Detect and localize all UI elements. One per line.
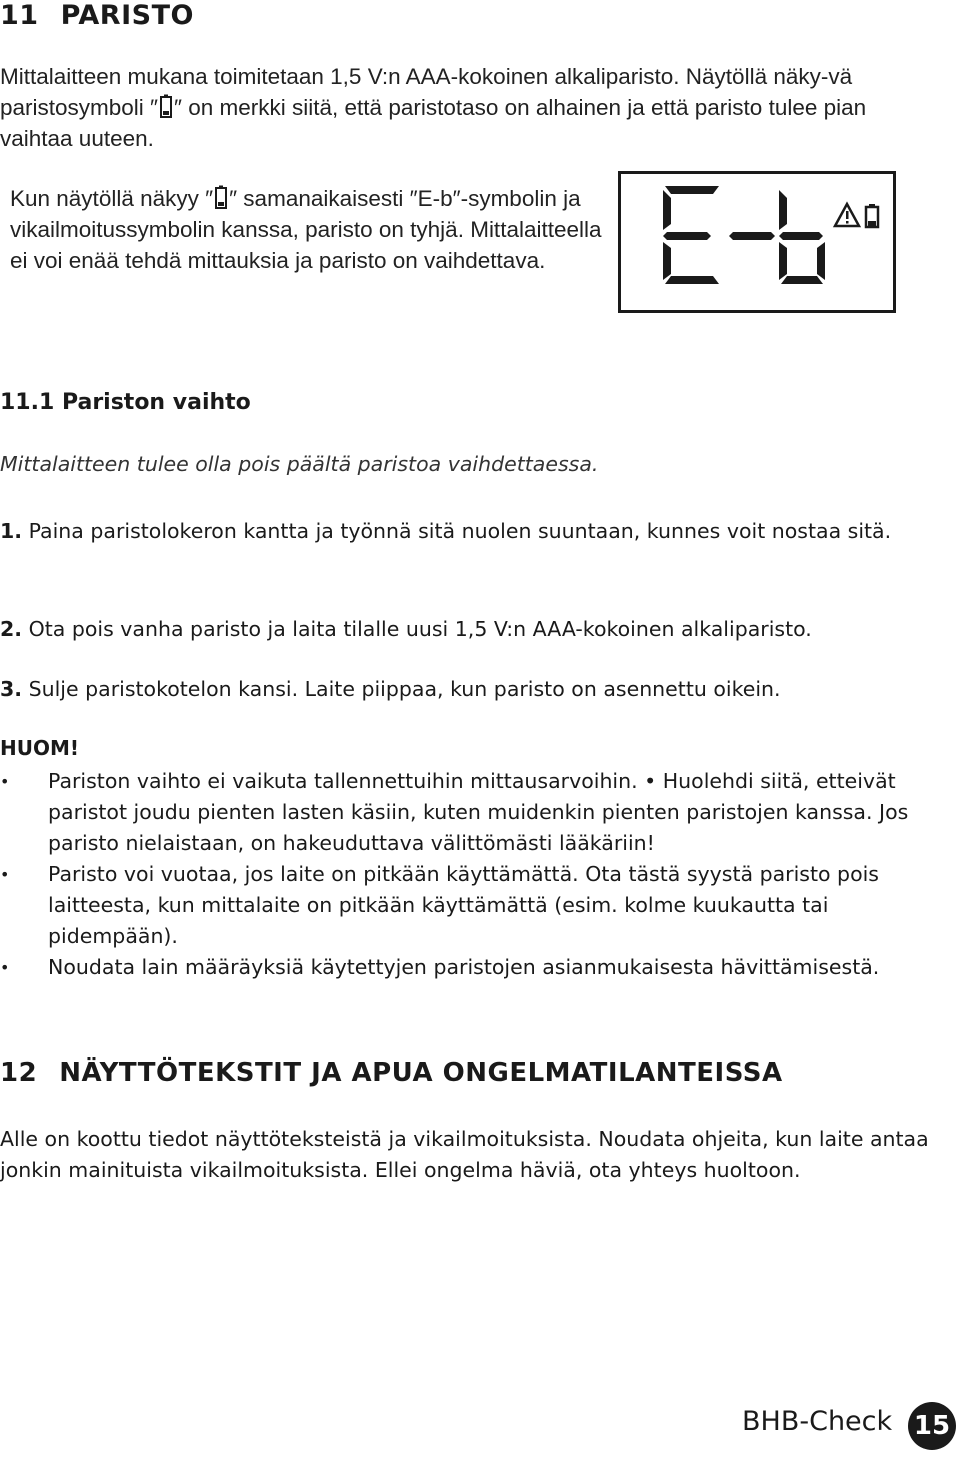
warning-triangle-icon — [835, 204, 859, 226]
battery-empty-paragraph — [10, 183, 602, 276]
battery-empty-text-1: Kun näytöllä näkyy ″ — [10, 186, 214, 211]
battery-intro-text-2: ″ on merkki siitä, että paristotaso on alhainen ja että paristo tulee pian vaihtaa uuteen. — [0, 95, 867, 151]
battery-low-icon — [160, 94, 172, 118]
section-11-heading — [0, 0, 194, 31]
page-number: 15 — [908, 1402, 956, 1450]
section-11-number: 11 — [0, 0, 39, 31]
lcd-digit-e — [663, 186, 719, 284]
section-11-1-heading: 11.1 Pariston vaihto — [0, 390, 251, 415]
battery-empty-text-2: ″ samanaikaisesti ″E-b″-symbolin ja vikailmoitussymbolin kanssa, paristo on tyhjä. Mittalaitteella ei voi enää tehdä mittauksia ja paristo on vaihdettava. — [10, 186, 602, 273]
step-1-number: 1. — [0, 519, 23, 543]
section-12-heading — [0, 1058, 783, 1088]
switch-off-warning: Mittalaitteen tulee olla pois päältä paristoa vaihdettaessa. — [0, 452, 599, 476]
step-2-text: Ota pois vanha paristo ja laita tilalle uusi 1,5 V:n AAA-kokoinen alkaliparisto. — [28, 617, 812, 641]
note-item: • Paristo voi vuotaa, jos laite on pitkään käyttämättä. Ota tästä syystä paristo pois laitteesta, kun mittalaite on pitkään käyttämättä (esim. kolme kuukautta tai pidempään). — [0, 859, 920, 952]
lcd-eb-segments — [621, 174, 893, 310]
section-12-title: NÄYTTÖTEKSTIT JA APUA ONGELMATILANTEISSA — [59, 1058, 783, 1088]
battery-low-icon — [215, 185, 227, 209]
lcd-display-illustration — [618, 171, 896, 313]
step-3 — [0, 674, 781, 705]
step-3-text: Sulje paristokotelon kansi. Laite piippaa, kun paristo on asennettu oikein. — [28, 677, 781, 701]
section-11-title: PARISTO — [60, 0, 194, 31]
note-item: • Pariston vaihto ei vaikuta tallennettuihin mittausarvoihin. • Huolehdi siitä, etteivät paristot joudu pienten lasten käsiin, kuten muidenkin pienten paristojen kanssa. Jos paristo nielaistaan, on hakeuduttava välittömästi lääkäriin! — [0, 766, 920, 859]
step-3-number: 3. — [0, 677, 23, 701]
section-12-body: Alle on koottu tiedot näyttöteksteistä ja vikailmoituksista. Noudata ohjeita, kun laite antaa jonkin mainituista vikailmoituksista. Ellei ongelma häviä, ota yhteys huoltoon. — [0, 1127, 929, 1182]
footer-brand: BHB-Check — [742, 1406, 893, 1437]
note-item: • Noudata lain määräyksiä käytettyjen paristojen asianmukaisesta hävittämisestä. — [0, 952, 920, 983]
replacement-steps — [0, 516, 930, 701]
step-2-number: 2. — [0, 617, 23, 641]
lcd-digit-b — [779, 190, 825, 284]
notes-list — [0, 766, 920, 983]
step-1-text: Paina paristolokeron kantta ja työnnä sitä nuolen suuntaan, kunnes voit nostaa sitä. — [28, 519, 892, 543]
battery-intro-text-1: Mittalaitteen mukana toimitetaan 1,5 V:n AAA-kokoinen alkaliparisto. Näytöllä näky-vä paristosymboli ″ — [0, 64, 853, 120]
step-1 — [0, 516, 930, 547]
step-2 — [0, 614, 812, 645]
note-title: HUOM! — [0, 736, 80, 760]
lcd-dash — [729, 232, 775, 240]
battery-low-icon — [866, 204, 878, 227]
battery-intro-paragraph — [0, 61, 925, 154]
section-12-number: 12 — [0, 1058, 38, 1088]
